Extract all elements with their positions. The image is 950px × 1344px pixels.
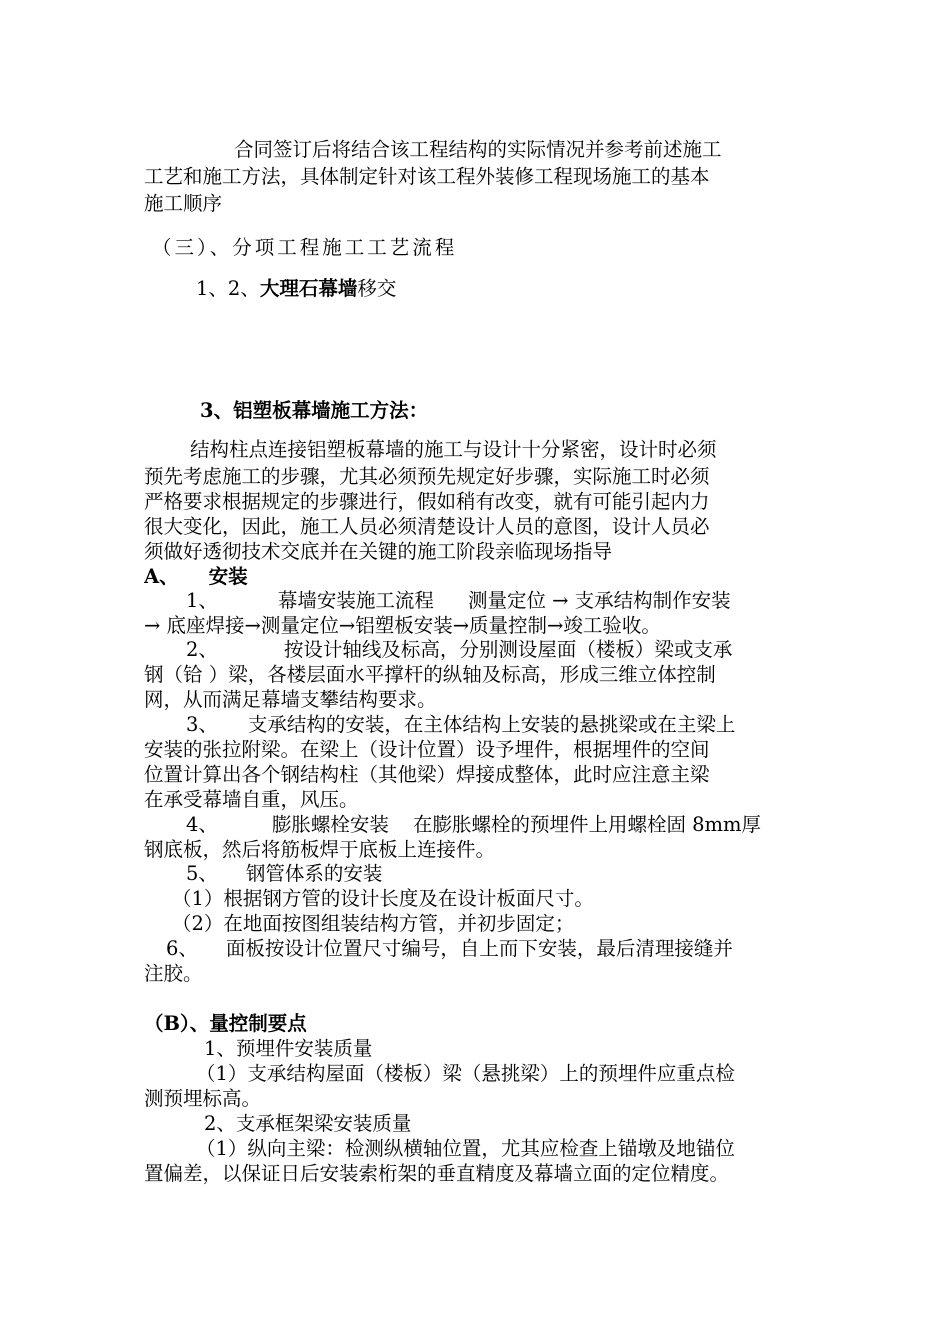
step-a4-line-2: 钢底板，然后将筋板焊于底板上连接件。 <box>144 838 496 861</box>
para-line-1: 结构柱点连接铝塑板幕墙的施工与设计十分紧密，设计时必须 <box>190 438 717 461</box>
para-line-2: 预先考虑施工的步骤，尤其必须预先规定好步骤，实际施工时必须 <box>144 465 710 488</box>
step-a2-num: 2、 <box>186 638 218 661</box>
step-a4-line-1 <box>186 812 851 837</box>
step-a6-num: 6、 <box>166 937 198 960</box>
section-b-heading: （B）、量控制要点 <box>144 1012 307 1035</box>
step-a1-num: 1、 <box>186 589 218 612</box>
para-line-3: 严格要求根据规定的步骤进行，假如稍有改变，就有可能引起内力 <box>144 490 710 513</box>
step-a3-text: 支承结构的安装，在主体结构上安装的悬挑梁或在主梁上 <box>247 713 736 736</box>
step-a2-line-2: 钢（铪 ）梁，各楼层面水平撑杆的纵轴及标高，形成三维立体控制 <box>144 663 716 686</box>
step-a4-num: 4、 <box>186 813 218 836</box>
step-a3-line-3: 位置计算出各个钢结构柱（其他梁）焊接成整体，此时应注意主梁 <box>144 763 710 786</box>
step-b1-line-1: （1）支承结构屋面（楼板）梁（悬挑梁）上的预埋件应重点检 <box>196 1062 735 1085</box>
step-b1-line-2: 测预埋标高。 <box>144 1087 262 1110</box>
step-a6-line-2: 注胶。 <box>144 962 203 985</box>
item-1-2-suffix: 移交 <box>357 277 397 300</box>
step-a5-title: 钢管体系的安装 <box>245 862 383 885</box>
step-a1-line-2: → 底座焊接→测量定位→铝塑板安装→质量控制→竣工验收。 <box>144 614 661 637</box>
step-a5-sub-2: （2）在地面按图组装结构方管，并初步固定； <box>172 912 575 935</box>
intro-line-2: 工艺和施工方法，具体制定针对该工程外装修工程现场施工的基本 <box>144 165 710 188</box>
step-a1-seq: 测量定位 → 支承结构制作安装 <box>467 589 731 612</box>
para-line-4: 很大变化，因此，施工人员必须清楚设计人员的意图，设计人员必 <box>144 515 710 538</box>
item-3-heading: 3、铝塑板幕墙施工方法： <box>200 399 429 422</box>
step-a6-text: 面板按设计位置尺寸编号，自上而下安装，最后清理接缝并 <box>225 937 733 960</box>
section-3-heading: （三）、分项工程施工工艺流程 <box>152 236 458 259</box>
step-a6-line-1 <box>166 936 831 961</box>
section-a-heading <box>144 564 809 589</box>
step-a4-rest: 在膨胀螺栓的预埋件上用螺栓固 8mm厚 <box>412 813 762 836</box>
step-a1-line-1 <box>186 588 851 613</box>
item-1-2-bold: 大理石幕墙 <box>259 277 358 300</box>
step-b2-title: 2、支承框架梁安装质量 <box>204 1112 412 1135</box>
step-b1-title: 1、预埋件安装质量 <box>204 1037 373 1060</box>
step-a2-text: 按设计轴线及标高，分别测设屋面（楼板）梁或支承 <box>283 638 733 661</box>
step-a5-sub-1: （1）根据钢方管的设计长度及在设计板面尺寸。 <box>172 887 594 910</box>
para-line-5: 须做好透彻技术交底并在关键的施工阶段亲临现场指导 <box>144 540 613 563</box>
section-a-label: A、 <box>144 565 179 588</box>
intro-line-3: 施工顺序 <box>144 192 223 215</box>
step-a2-line-1 <box>186 637 851 662</box>
step-a5-heading <box>186 861 851 886</box>
step-a3-line-2: 安装的张拉附梁。在梁上（设计位置）设予埋件，根据埋件的空间 <box>144 738 710 761</box>
item-1-2 <box>196 276 861 301</box>
step-b2-line-1: （1）纵向主梁：检测纵横轴位置，尤其应检查上锚墩及地锚位 <box>196 1137 735 1160</box>
step-a3-num: 3、 <box>186 713 218 736</box>
step-a2-line-3: 网，从而满足幕墙支攀结构要求。 <box>144 688 437 711</box>
item-1-2-prefix: 1、2、 <box>196 277 260 300</box>
intro-line-1: 合同签订后将结合该工程结构的实际情况并参考前述施工 <box>234 138 722 161</box>
step-b2-line-2: 置偏差，以保证日后安装索桁架的垂直精度及幕墙立面的定位精度。 <box>144 1162 730 1185</box>
step-a4-name: 膨胀螺栓安装 <box>271 813 389 836</box>
step-a5-num: 5、 <box>186 862 218 885</box>
step-a1-name: 幕墙安装施工流程 <box>277 589 434 612</box>
section-a-title: 安装 <box>208 565 248 588</box>
step-a3-line-1 <box>186 712 851 737</box>
step-a3-line-4: 在承受幕墙自重，风压。 <box>144 788 359 811</box>
